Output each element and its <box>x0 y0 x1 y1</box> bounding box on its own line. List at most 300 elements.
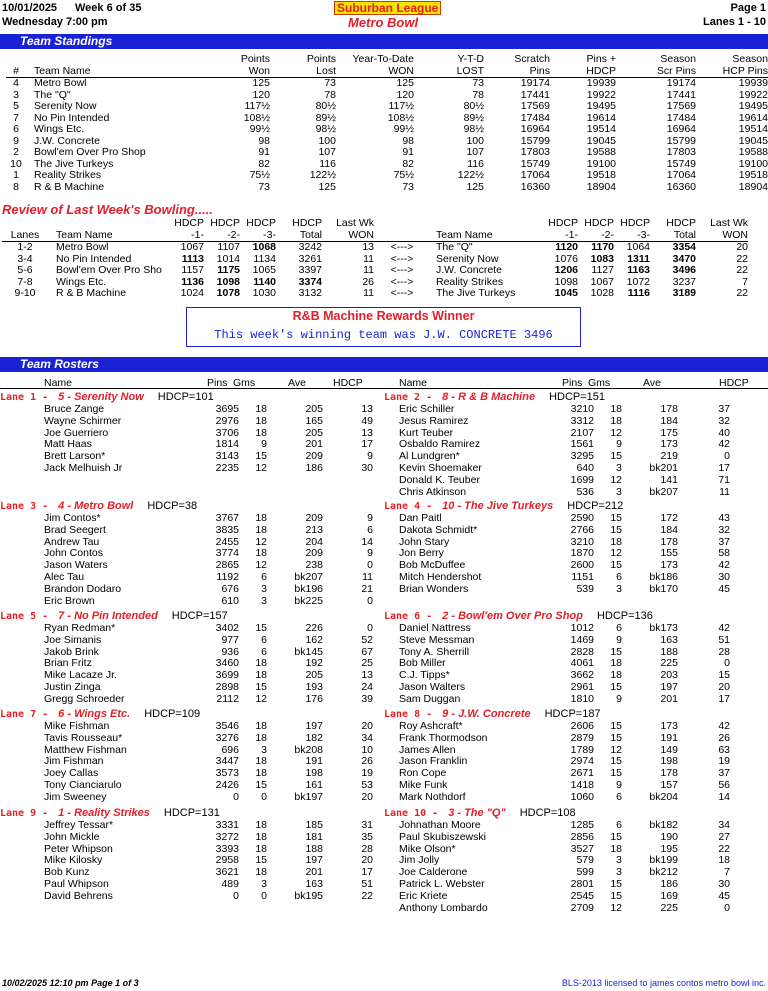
lane-number: Lane 9 - <box>0 808 49 819</box>
player-pins: 3312 <box>570 414 594 427</box>
player-pins: 3699 <box>215 669 239 682</box>
player-name: John Stary <box>399 535 450 548</box>
player-games: 15 <box>610 450 622 463</box>
col-a-g3: -3- <box>263 228 276 241</box>
review-at: 3374 <box>298 275 322 288</box>
player-name: Eric Schiller <box>399 403 455 415</box>
review-aw: 26 <box>362 275 374 288</box>
standings-hdcp: 19100 <box>586 157 616 170</box>
team-hdcp: HDCP=212 <box>567 500 624 512</box>
review-lanes: 9-10 <box>14 287 36 299</box>
review-bt: 3354 <box>672 241 696 253</box>
player-average: bk204 <box>649 790 678 803</box>
player-name: Eric Brown <box>44 594 95 607</box>
standings-num: 5 <box>13 100 19 112</box>
standings-hdcp: 19614 <box>586 111 616 124</box>
player-games: 3 <box>261 594 267 607</box>
standings-ytdw: 125 <box>396 77 414 89</box>
player-hdcp: 35 <box>361 830 373 843</box>
player-games: 18 <box>255 830 267 843</box>
standings-won: 91 <box>258 146 270 158</box>
col-a-total: Total <box>299 228 322 241</box>
player-hdcp: 43 <box>718 512 730 524</box>
player-pins: 1870 <box>570 547 594 560</box>
player-hdcp: 0 <box>724 901 730 914</box>
winner-text: This week's winning team was J.W. CONCRETE 3496 <box>214 328 553 342</box>
standings-team: Reality Strikes <box>34 169 102 181</box>
player-name: Brad Seegert <box>44 523 106 536</box>
review-b2: 1127 <box>591 264 614 276</box>
review-at: 3397 <box>298 264 322 276</box>
standings-shcp: 18904 <box>738 180 768 193</box>
player-hdcp: 6 <box>367 523 373 536</box>
col-a-hdcp1: HDCP <box>174 217 204 229</box>
player-average: 178 <box>660 767 678 780</box>
player-hdcp: 37 <box>718 767 730 780</box>
roster-row <box>44 855 373 867</box>
player-name: Eric Kriete <box>399 889 448 902</box>
standings-ytdl: 78 <box>472 88 484 101</box>
review-b3: 1072 <box>626 275 650 288</box>
player-name: Tony Cianciarulo <box>44 778 122 791</box>
standings-lost: 89½ <box>315 111 336 124</box>
player-pins: 2958 <box>215 854 239 867</box>
review-a2: 1107 <box>217 241 240 253</box>
roster-row <box>44 635 373 647</box>
footer-license: BLS-2013 licensed to james contos metro bowl inc. <box>561 978 766 988</box>
standings-num: 7 <box>13 111 19 124</box>
roster-header-right <box>384 377 768 389</box>
lane-number: Lane 10 - <box>384 808 439 819</box>
review-at: 3242 <box>298 241 322 253</box>
player-name: Jim Contos* <box>44 512 101 524</box>
player-average: 198 <box>660 755 678 768</box>
player-average: bk195 <box>294 889 323 902</box>
standings-ytdl: 122½ <box>457 169 484 181</box>
player-name: Mike Funk <box>399 778 448 791</box>
player-average: 161 <box>305 778 323 791</box>
review-title: Review of Last Week's Bowling..... <box>2 202 213 217</box>
team-name: 10 - The Jive Turkeys <box>442 500 554 512</box>
player-name: Steve Messman <box>399 633 475 646</box>
review-row <box>2 242 748 254</box>
player-games: 3 <box>616 461 622 474</box>
player-average: bk225 <box>294 594 323 607</box>
review-aw: 11 <box>363 252 374 265</box>
review-b3: 1311 <box>627 252 650 265</box>
standings-ytdl: 125 <box>466 180 484 193</box>
standings-ytdw: 91 <box>402 146 414 158</box>
player-games: 18 <box>255 819 267 831</box>
review-aw: 13 <box>362 241 374 253</box>
player-games: 12 <box>610 901 622 914</box>
player-average: 195 <box>660 842 678 855</box>
roster-row <box>399 694 730 706</box>
player-pins: 3210 <box>570 403 594 415</box>
player-average: bk186 <box>649 570 678 583</box>
player-name: Paul Skubiszewski <box>399 830 486 843</box>
player-hdcp: 49 <box>361 414 373 427</box>
roster-table <box>399 623 730 706</box>
team-hdcp: HDCP=108 <box>519 807 576 819</box>
player-name: Jeffrey Tessar* <box>44 819 114 831</box>
review-a1: 1024 <box>180 287 204 299</box>
player-name: Jim Jolly <box>399 854 440 867</box>
review-a3: 1068 <box>252 241 276 253</box>
roster-row <box>399 463 730 475</box>
player-hdcp: 22 <box>718 842 730 855</box>
review-a3: 1140 <box>253 275 276 288</box>
standings-won: 108½ <box>243 111 270 124</box>
standings-ytdw: 120 <box>396 88 414 101</box>
player-name: Jason Waters <box>44 559 108 572</box>
player-name: Jakob Brink <box>44 645 99 658</box>
team-name: 9 - J.W. Concrete <box>442 708 531 720</box>
roster-table <box>44 820 373 903</box>
player-name: Tavis Rousseau* <box>44 731 123 744</box>
col-b-won: WON <box>722 228 748 241</box>
standings-scratch: 17803 <box>520 146 550 158</box>
col-scratch-1: Scratch <box>514 53 550 65</box>
standings-sscr: 16360 <box>666 180 696 193</box>
player-games: 15 <box>610 877 622 890</box>
review-b1: 1076 <box>554 252 578 265</box>
player-name: Justin Zinga <box>44 680 101 693</box>
player-pins: 1012 <box>570 622 594 634</box>
player-hdcp: 9 <box>367 547 373 560</box>
player-pins: 579 <box>576 854 594 867</box>
col-b-total: Total <box>673 228 696 241</box>
player-name: Tony A. Sherrill <box>399 645 470 658</box>
review-bt: 3189 <box>672 287 696 299</box>
standings-hdcp: 19045 <box>586 134 616 147</box>
player-hdcp: 9 <box>367 450 373 463</box>
col-points-lost-1: Points <box>306 53 336 65</box>
col-pinshdcp-2: HDCP <box>586 64 616 77</box>
player-pins: 3774 <box>215 547 239 560</box>
roster-col-hdcp: HDCP <box>333 377 363 389</box>
standings-hdcp: 18904 <box>586 180 616 193</box>
roster-table <box>44 721 373 804</box>
review-row <box>2 265 748 277</box>
player-games: 15 <box>610 731 622 744</box>
standings-shcp: 19514 <box>738 123 768 135</box>
player-games: 3 <box>616 582 622 595</box>
player-name: Bob Miller <box>399 657 446 670</box>
player-name: Jim Sweeney <box>44 790 107 803</box>
player-pins: 2235 <box>215 461 239 474</box>
week-label: Week 6 of 35 <box>75 2 142 14</box>
player-games: 12 <box>255 535 267 548</box>
roster-table <box>399 404 730 498</box>
standings-ytdl: 107 <box>466 146 484 158</box>
roster-header-left <box>0 377 384 389</box>
player-pins: 3295 <box>570 450 594 463</box>
day-time: Wednesday 7:00 pm <box>2 16 108 28</box>
player-pins: 1192 <box>216 570 239 583</box>
standings-hdcp: 19514 <box>586 123 616 135</box>
player-hdcp: 30 <box>718 877 730 890</box>
lane-number: Lane 3 - <box>0 501 49 512</box>
player-games: 9 <box>616 778 622 791</box>
player-games: 12 <box>255 461 267 474</box>
standings-lost: 80½ <box>315 100 336 112</box>
player-name: Joe Calderone <box>399 866 468 879</box>
standings-ytdl: 116 <box>467 157 484 170</box>
player-average: 201 <box>660 692 678 705</box>
player-name: Joe Simanis <box>44 633 102 646</box>
player-pins: 676 <box>221 582 239 595</box>
player-average: bk196 <box>294 582 323 595</box>
player-games: 18 <box>255 842 267 855</box>
roster-row <box>399 416 730 428</box>
player-average: 192 <box>305 657 323 670</box>
standings-team: Wings Etc. <box>34 123 85 135</box>
standings-ytdw: 98 <box>402 134 414 147</box>
col-season-hcp-1: Season <box>732 53 768 65</box>
lane-number: Lane 2 - <box>384 392 433 403</box>
player-pins: 1469 <box>570 633 594 646</box>
team-name: 7 - No Pin Intended <box>58 610 158 622</box>
review-b2: 1028 <box>590 287 614 299</box>
roster-row <box>399 647 730 659</box>
player-average: 205 <box>305 403 323 415</box>
player-name: Patrick L. Webster <box>399 877 485 890</box>
player-hdcp: 17 <box>718 692 730 705</box>
player-name: Ron Cope <box>399 767 447 780</box>
standings-num: 8 <box>13 180 19 193</box>
player-pins: 1151 <box>571 570 594 583</box>
player-average: 203 <box>660 669 678 682</box>
review-at: 3261 <box>298 252 322 265</box>
player-average: bk201 <box>649 461 678 474</box>
player-hdcp: 30 <box>718 570 730 583</box>
player-pins: 3272 <box>215 830 239 843</box>
player-average: 186 <box>660 877 678 890</box>
review-vs: <---> <box>390 264 414 276</box>
player-name: Frank Thormodson <box>399 731 488 744</box>
roster-col-hdcp: HDCP <box>719 377 749 389</box>
roster-row <box>44 647 373 659</box>
footer-print-info: 10/02/2025 12:10 pm Page 1 of 3 <box>2 978 139 988</box>
standings-hdcp: 19588 <box>586 146 616 158</box>
player-hdcp: 42 <box>718 622 730 634</box>
player-pins: 2606 <box>570 720 594 732</box>
winner-box <box>186 307 581 347</box>
player-games: 3 <box>616 854 622 867</box>
player-average: 226 <box>305 622 323 634</box>
player-average: 209 <box>305 547 323 560</box>
standings-ytdl: 73 <box>472 77 484 89</box>
review-t1: R & B Machine <box>56 287 127 299</box>
lane-header <box>0 500 197 512</box>
player-average: 197 <box>660 680 678 693</box>
standings-shcp: 19100 <box>738 157 768 170</box>
player-average: 188 <box>660 645 678 658</box>
standings-ytdl: 89½ <box>463 111 484 124</box>
player-games: 9 <box>616 633 622 646</box>
player-pins: 599 <box>576 866 594 879</box>
roster-row <box>399 525 730 537</box>
player-hdcp: 20 <box>361 790 373 803</box>
player-average: bk182 <box>649 819 678 831</box>
review-a2: 1175 <box>217 264 240 276</box>
roster-row <box>44 780 373 792</box>
player-name: Paul Whipson <box>44 877 109 890</box>
roster-row <box>399 756 730 768</box>
roster-row <box>399 487 730 499</box>
player-name: Matthew Fishman <box>44 743 127 756</box>
review-aw: 11 <box>363 287 374 299</box>
player-pins: 2545 <box>570 889 594 902</box>
team-name: 1 - Reality Strikes <box>58 807 150 819</box>
player-average: 141 <box>660 473 678 486</box>
team-name: 4 - Metro Bowl <box>58 500 134 512</box>
lane-header <box>0 708 200 720</box>
player-name: Donald K. Teuber <box>399 473 480 486</box>
standings-hdcp: 19518 <box>586 169 616 181</box>
col-ytd-lost-1: Y-T-D <box>457 53 484 65</box>
player-hdcp: 11 <box>719 485 730 498</box>
roster-table <box>399 820 730 914</box>
roster-col-ave: Ave <box>643 377 661 389</box>
review-t2: The "Q" <box>436 241 473 253</box>
team-hdcp: HDCP=101 <box>157 391 214 403</box>
player-pins: 3573 <box>215 767 239 780</box>
player-hdcp: 10 <box>361 743 373 756</box>
standings-row <box>6 78 768 90</box>
player-games: 18 <box>255 414 267 427</box>
player-average: 205 <box>305 669 323 682</box>
player-average: bk170 <box>649 582 678 595</box>
player-average: 213 <box>305 523 323 536</box>
player-hdcp: 14 <box>361 535 373 548</box>
player-games: 18 <box>255 720 267 732</box>
team-hdcp: HDCP=187 <box>544 708 601 720</box>
player-average: bk145 <box>294 645 323 658</box>
player-hdcp: 24 <box>361 680 373 693</box>
player-pins: 3835 <box>215 523 239 536</box>
player-average: 238 <box>305 559 323 572</box>
col-team-name: Team Name <box>34 64 91 77</box>
player-average: 225 <box>660 657 678 670</box>
player-name: Andrew Tau <box>44 535 100 548</box>
team-hdcp: HDCP=38 <box>147 500 198 512</box>
roster-row <box>399 572 730 584</box>
standings-num: 3 <box>13 88 19 101</box>
standings-lost: 107 <box>318 146 336 158</box>
standings-sscr: 17803 <box>666 146 696 158</box>
standings-won: 125 <box>252 77 270 89</box>
player-name: Mike Fishman <box>44 720 110 732</box>
player-games: 18 <box>255 403 267 415</box>
player-hdcp: 17 <box>361 866 373 879</box>
review-t2: Serenity Now <box>436 252 499 265</box>
player-average: 163 <box>660 633 678 646</box>
standings-row <box>6 159 768 171</box>
col-ytd-won-2: WON <box>388 64 414 77</box>
player-hdcp: 18 <box>718 854 730 867</box>
roster-row <box>44 416 373 428</box>
player-name: Jon Berry <box>399 547 444 560</box>
roster-col-pins: Pins <box>207 377 228 389</box>
standings-scratch: 17569 <box>520 100 550 112</box>
player-pins: 489 <box>221 877 239 890</box>
player-games: 9 <box>616 692 622 705</box>
standings-row <box>6 124 768 136</box>
player-games: 3 <box>261 743 267 756</box>
player-hdcp: 0 <box>367 622 373 634</box>
player-games: 15 <box>610 523 622 536</box>
player-pins: 3331 <box>215 819 239 831</box>
player-pins: 3460 <box>215 657 239 670</box>
player-games: 12 <box>255 692 267 705</box>
standings-sscr: 15799 <box>666 134 696 147</box>
review-at: 3132 <box>298 287 322 299</box>
col-a-hdcptot: HDCP <box>292 217 322 229</box>
standings-sscr: 15749 <box>666 157 696 170</box>
player-pins: 1561 <box>570 438 594 451</box>
player-hdcp: 13 <box>361 669 373 682</box>
player-average: 205 <box>305 426 323 439</box>
player-hdcp: 28 <box>718 645 730 658</box>
standings-team: R & B Machine <box>34 180 105 193</box>
standings-team: J.W. Concrete <box>34 134 100 147</box>
review-lanes: 5-6 <box>17 264 33 276</box>
player-games: 15 <box>255 450 267 463</box>
review-bw: 22 <box>736 264 748 276</box>
player-average: 178 <box>660 535 678 548</box>
player-average: bk212 <box>649 866 678 879</box>
player-average: 197 <box>305 720 323 732</box>
player-hdcp: 25 <box>361 657 373 670</box>
standings-scratch: 16964 <box>520 123 550 135</box>
player-pins: 3546 <box>215 720 239 732</box>
standings-sscr: 17569 <box>666 100 696 112</box>
player-average: 155 <box>660 547 678 560</box>
roster-row <box>399 879 730 891</box>
player-hdcp: 58 <box>718 547 730 560</box>
standings-team: No Pin Intended <box>34 111 110 124</box>
roster-row <box>399 635 730 647</box>
player-average: 209 <box>305 512 323 524</box>
player-name: Kurt Teuber <box>399 426 454 439</box>
player-games: 12 <box>255 559 267 572</box>
review-t1: Bowl'em Over Pro Sho <box>56 264 162 276</box>
team-hdcp: HDCP=157 <box>171 610 228 622</box>
player-name: Mitch Hendershot <box>399 570 482 583</box>
player-name: John Mickle <box>44 830 100 843</box>
player-name: Johnathan Moore <box>399 819 481 831</box>
player-hdcp: 71 <box>718 473 730 486</box>
player-hdcp: 56 <box>718 778 730 791</box>
player-hdcp: 52 <box>361 633 373 646</box>
player-average: 149 <box>660 743 678 756</box>
col-team-a: Team Name <box>56 228 113 241</box>
col-points-lost-2: Lost <box>316 64 336 77</box>
player-name: Mike Olson* <box>399 842 456 855</box>
player-pins: 977 <box>221 633 239 646</box>
player-name: Jason Walters <box>399 680 466 693</box>
col-ytd-won-1: Year-To-Date <box>352 53 414 65</box>
player-pins: 2879 <box>570 731 594 744</box>
player-average: bk173 <box>649 622 678 634</box>
player-pins: 3276 <box>215 731 239 744</box>
team-hdcp: HDCP=131 <box>163 807 220 819</box>
player-hdcp: 37 <box>718 535 730 548</box>
review-b1: 1206 <box>554 264 578 276</box>
player-pins: 0 <box>233 889 239 902</box>
